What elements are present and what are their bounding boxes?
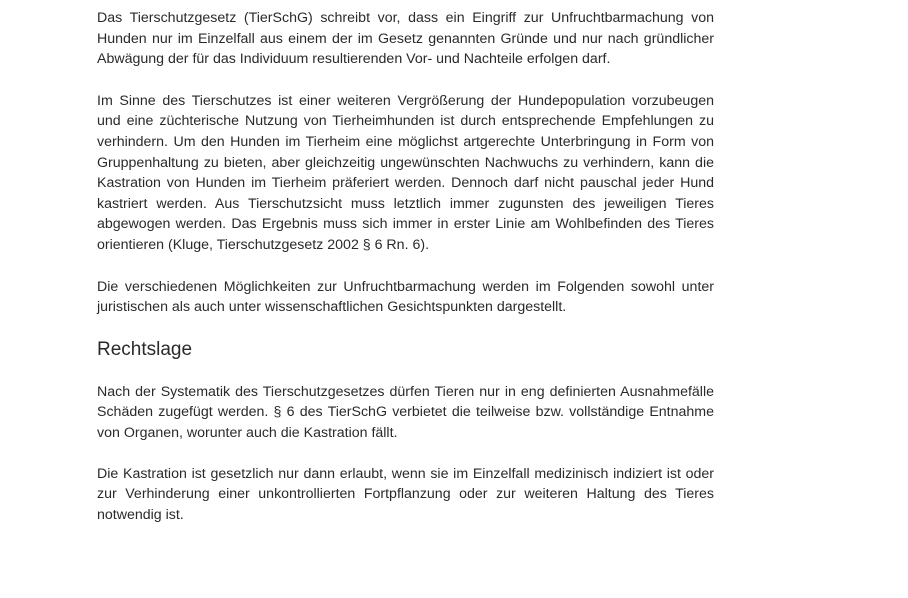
paragraph-animal-welfare: Im Sinne des Tierschutzes ist einer weiteren Vergrößerung der Hundepopulation vorzubeugen und eine züchterische Nutzung von Tierheimhunden ist durch entsprechende Empfehlungen zu verhindern. Um den Hunden im Tierheim eine möglichst artgerechte Unterbringung in Form von Gruppenhaltung zu bieten, aber gleichzeitig ungewünschten Nachwuchs zu verhindern, kann die Kastration von Hunden im Tierheim präferiert werden. Dennoch darf nicht pauschal jeder Hund kastriert werden. Aus Tierschutzsicht muss letztlich immer zugunsten des jeweiligen Tieres abgewogen werden. Das Ergebnis muss sich immer in erster Linie am Wohlbefinden des Tieres orientieren (Kluge, Tierschutzgesetz 2002 § 6 Rn. 6). (97, 92, 714, 253)
paragraph-legal-requirement: Das Tierschutzgesetz (TierSchG) schreibt vor, dass ein Eingriff zur Unfruchtbarmachung von Hunden nur im Einzelfall aus einem der im Gesetz genannten Gründe und nur nach gründlicher Abwägung der für das Individuum resultierenden Vor- und Nachteile erfolgen darf. (97, 10, 714, 68)
document-body (97, 8, 714, 525)
paragraph-systematik: Nach der Systematik des Tierschutzgesetzes dürfen Tieren nur in eng definierten Ausnahmefälle Schäden zugefügt werden. § 6 des TierSchG verbietet die teilweise bzw. vollständige Entnahme von Organen, worunter auch die Kastration fällt. (97, 383, 714, 441)
paragraph-castration-allowed: Die Kastration ist gesetzlich nur dann erlaubt, wenn sie im Einzelfall medizinisch indiziert ist oder zur Verhinderung einer unkontrollierten Fortpflanzung oder zur weiteren Haltung des Tieres notwendig ist. (97, 465, 714, 523)
paragraph-overview: Die verschiedenen Möglichkeiten zur Unfruchtbarmachung werden im Folgenden sowohl unter juristischen als auch unter wissenschaftlichen Gesichtspunkten dargestellt. (97, 278, 714, 316)
section-heading-rechtslage: Rechtslage (97, 338, 193, 360)
